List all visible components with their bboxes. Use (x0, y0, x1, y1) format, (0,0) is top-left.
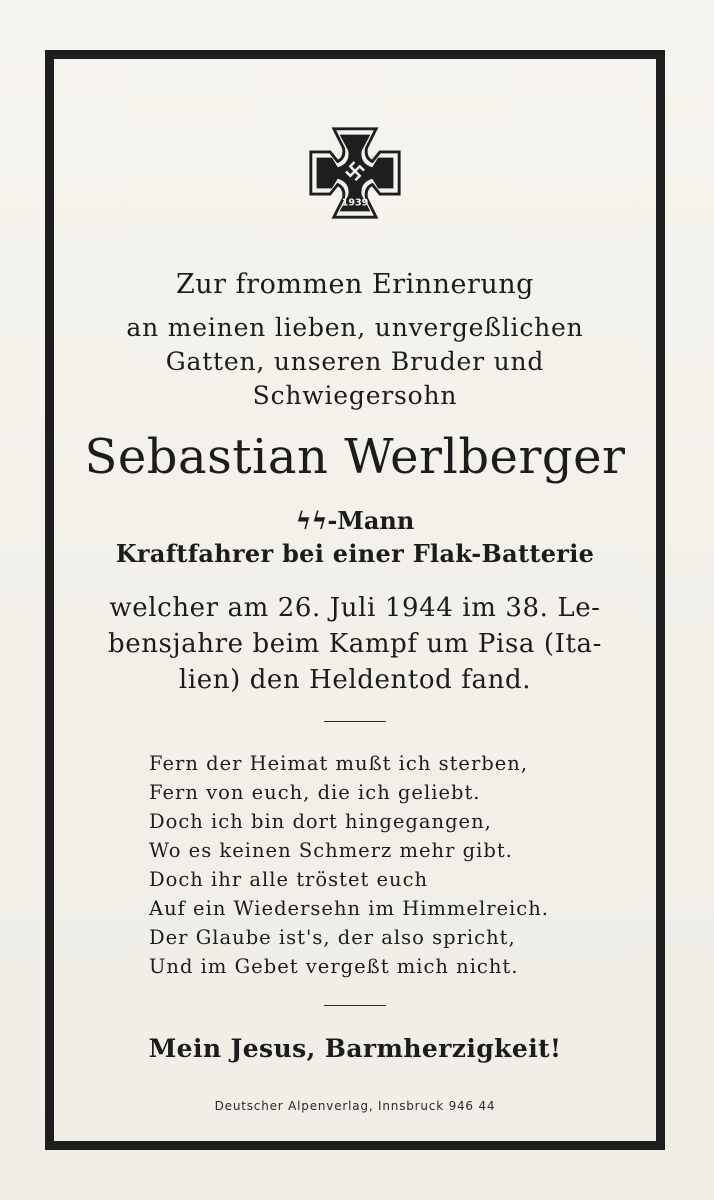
death-notice-line: lien) den Heldentod fand. (178, 665, 532, 695)
intro-line: an meinen lieben, unvergeßlichen (126, 313, 584, 342)
intro-title: Zur frommen Erinnerung (176, 269, 534, 300)
deceased-name: Sebastian Werlberger (84, 429, 626, 485)
publisher-imprint: Deutscher Alpenverlag, Innsbruck 946 44 (214, 1099, 496, 1113)
deceased-role: Kraftfahrer bei einer Flak-Batterie (115, 539, 595, 568)
divider-bottom (324, 1005, 386, 1006)
poem-line: Der Glaube ist's, der also spricht, (149, 926, 516, 949)
poem-line: Auf ein Wiedersehn im Himmelreich. (149, 897, 549, 920)
poem-line: Und im Gebet vergeßt mich nicht. (149, 955, 519, 978)
poem-line: Fern der Heimat mußt ich sterben, (149, 752, 529, 775)
poem (149, 749, 609, 981)
divider-top (324, 721, 386, 722)
cross-year: 1939 (341, 197, 369, 209)
iron-cross-icon (307, 125, 403, 221)
poem-line: Fern von euch, die ich geliebt. (149, 781, 481, 804)
poem-line: Wo es keinen Schmerz mehr gibt. (149, 839, 513, 862)
intro-line: Gatten, unseren Bruder und (165, 347, 545, 376)
poem-line: Doch ihr alle tröstet euch (149, 868, 429, 891)
card-content (54, 59, 656, 1141)
death-notice-line: bensjahre beim Kampf um Pisa (Ita- (107, 629, 602, 659)
deceased-rank: ϟϟ-Mann (295, 506, 415, 535)
closing-prayer: Mein Jesus, Barmherzigkeit! (148, 1034, 562, 1063)
intro-line: Schwiegersohn (252, 381, 458, 410)
poem-line: Doch ich bin dort hingegangen, (149, 810, 492, 833)
death-notice-line: welcher am 26. Juli 1944 im 38. Le- (109, 593, 601, 623)
